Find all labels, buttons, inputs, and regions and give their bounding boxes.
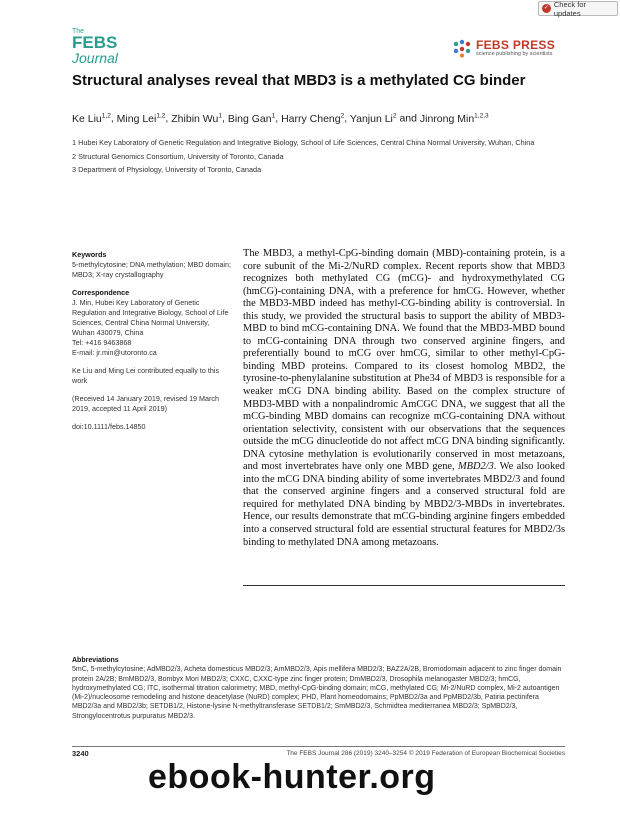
article-sidebar: [72, 250, 232, 440]
abbreviations-text: 5mC, 5-methylcytosine; AdMBD2/3, Acheta domesticus MBD2/3; AmMBD2/3, Apis mellifera MBD2/3; BAZ2A/2B, Bromodomain adjacent to zinc finger domain protein 2A/2B; BmMBD2/3, Bombyx Mori MBD2/3; CXXC, CXXC-type zinc finger protein; DmMBD2/3, Drosophila melanogaster MBD2/3; hmCG, hydroxymethylated CG; ITC, isothermal titration calorimetry; MBD, methyl-CpG-binding domain; mCG, methylated CG; Mi-2/NuRD complex, Mi-2 autoantigen (Mi-2)/nucleosome remodeling and histone deacetylase (NuRD) complex; PHD, Plant homeodomains; PpMBD2/3a and PpMBD2/3b, Patiria pectinifera MBD2/3a and MBD2/3b; SETDB1/2, Histone-lysine N-methyltransferase SETDB1/2; SmMBD2/3, Schmidtea mediterranea MBD2/3; SpMBD2/3, Strongylocentrotus purpuratus MBD2/3.: [72, 666, 562, 720]
correspondence-email: E-mail: jr.min@utoronto.ca: [72, 348, 157, 357]
author: Ke Liu$^{1,2}$: [72, 112, 111, 125]
author: Jinrong Min$^{1,2,3}$: [419, 112, 489, 125]
footer-citation: The FEBS Journal 286 (2019) 3240–3254 © 2019 Federation of European Biochemical Societies: [286, 750, 565, 757]
affiliations: [72, 138, 572, 179]
abstract-gene-name: MBD2/3: [458, 461, 494, 473]
author: Bing Gan$^1$: [227, 112, 276, 125]
affiliation: 1 Hubei Key Laboratory of Genetic Regulation and Integrative Biology, School of Life Sciences, Central China Normal University, Wuhan, China: [72, 138, 535, 147]
correspondence-address: J. Min, Hubei Key Laboratory of Genetic Regulation and Integrative Biology, School of Life Sciences, Central China Normal University, Wuhan 430079, China: [72, 298, 229, 337]
author: Zhibin Wu$^1$: [171, 112, 222, 125]
correspondence-block: [72, 288, 232, 358]
affiliation: 3 Department of Physiology, University of Toronto, Canada: [72, 165, 262, 174]
journal-logo-febs: FEBS: [72, 33, 118, 52]
article-title: Structural analyses reveal that MBD3 is a methylated CG binder: [72, 72, 526, 89]
keywords-block: [72, 250, 232, 280]
abstract: [243, 248, 565, 549]
journal-logo-prefix: The: [72, 28, 85, 35]
doi[interactable]: doi:10.1111/febs.14850: [72, 422, 146, 431]
abbreviations-heading: Abbreviations: [72, 657, 119, 664]
author-list: Ke Liu$^{1,2}$, Ming Lei$^{1,2}$, Zhibin Wu$^1$, Bing Gan$^1$, Harry Cheng$^2$, Yanjun Li$^2$ and Jinrong Min$^{1,2,3}$: [72, 112, 489, 125]
received-dates: (Received 14 January 2019, revised 19 March 2019, accepted 11 April 2019): [72, 394, 220, 413]
febs-press-dots-icon: [452, 38, 472, 58]
author-and: and: [399, 112, 417, 125]
abstract-text: . We also looked into the mCG DNA binding ability of some invertebrates MBD2/3 and found that the conserved arginine fingers and a conserved structural fold are required for methylated DNA binding by MBD2/3-MBDs in invertebrates. Hence, our results demonstrate that mCG-binding arginine fingers embedded into a conserved structural fold are essential structural features for MBD2/3s binding to methylated DNA among metazoans.: [243, 461, 565, 548]
abbreviations: [72, 656, 565, 721]
journal-logo-name: Journal: [72, 50, 118, 66]
abstract-divider: [243, 585, 565, 586]
abstract-text: The MBD3, a methyl-CpG-binding domain (MBD)-containing protein, is a core subunit of the Mi-2/NuRD complex. Recent reports show that MBD3 recognizes both methylated CG (mCG)- and hydroxymethylated CG (hmCG)-containing DNA, with a preference for hmCG. However, whether the MBD3-MBD indeed has methyl-CG-binding ability is controversial. In this study, we provided the structural basis to support the ability of MBD3-MBD to bind mCG-containing DNA. We found that the MBD3-MBD bound to mCG-containing DNA through two conserved arginine fingers, and preferentially bound to mCG over hmCG, similar to other methyl-CpG-binding MBD proteins. Compared to its closest homolog MBD2, the tyrosine-to-phenylalanine substitution at Phe34 of MBD3 is responsible for a weaker mCG DNA binding ability. Based on the complex structure of MBD3-MBD with a nonpalindromic AmCGC DNA, we suggest that all the mCG-binding MBD domains can recognize mCG-containing DNA without orientation selectivity, consistent with our observations that the sequences outside the mCG dinucleotide do not affect mCG DNA binding significantly. DNA cytosine methylation is evolutionarily conserved in most metazoans, and most invertebrates have only one MBD gene,: [243, 248, 565, 473]
contribution-note: Ke Liu and Ming Lei contributed equally to this work: [72, 366, 220, 385]
check-updates-label: Check for updates: [553, 0, 586, 18]
author: Harry Cheng$^2$: [281, 112, 345, 125]
publisher-tagline: science publishing by scientists: [476, 50, 553, 57]
author: Ming Lei$^{1,2}$: [116, 112, 166, 125]
update-icon: ✓: [543, 5, 549, 11]
footer-divider: [72, 746, 565, 747]
journal-logo: [72, 28, 118, 65]
affiliation: 2 Structural Genomics Consortium, University of Toronto, Canada: [72, 151, 284, 161]
publisher-logo: [452, 38, 555, 58]
correspondence-tel: Tel: +416 9463868: [72, 338, 132, 347]
watermark: ebook-hunter.org: [148, 758, 436, 796]
author: Yanjun Li$^2$: [349, 112, 397, 125]
keywords-text: 5-methylcytosine; DNA methylation; MBD domain; MBD3; X-ray crystallography: [72, 260, 231, 279]
check-for-updates-button[interactable]: [538, 1, 618, 16]
page-number: 3240: [72, 749, 89, 758]
correspondence-heading: Correspondence: [72, 288, 130, 297]
keywords-heading: Keywords: [72, 250, 107, 259]
publisher-name: FEBS PRESS: [476, 37, 556, 52]
